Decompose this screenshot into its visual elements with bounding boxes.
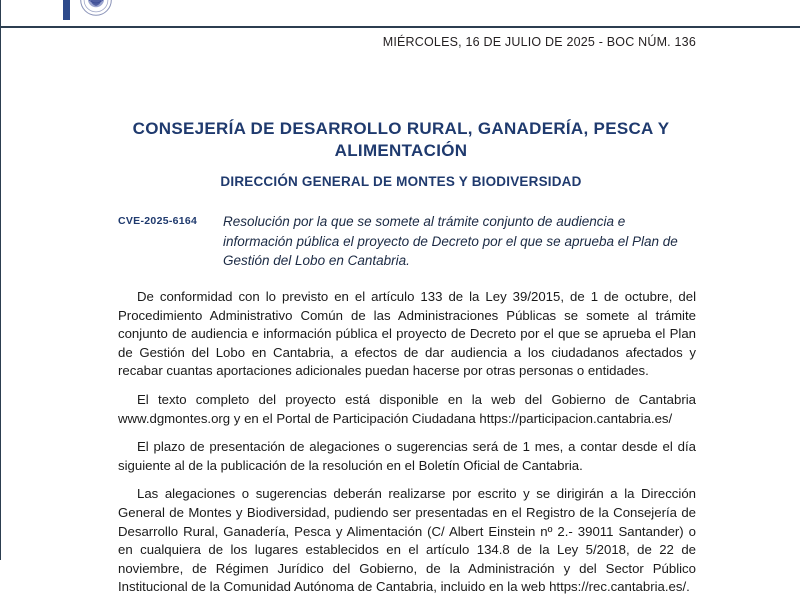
cve-code: CVE-2025-6164 [118, 215, 198, 227]
running-head-date: MIÉRCOLES, 16 DE JULIO DE 2025 - BOC NÚM. 136 [382, 35, 696, 49]
body-paragraph: Las alegaciones o sugerencias deberán realizarse por escrito y se dirigirán a la Dirección General de Montes y Biodiversidad, pudiendo ser presentadas en el Registro de la Consejería de Desarrollo Rural, Ganadería, Pesca y Alimentación (C/ Albert Einstein nº 2.- 39011 Santander) o en cualquiera de los lugares establecidos en el artículo 134.8 de la Ley 5/2018, de 22 de noviembre, de Régimen Jurídico del Gobierno, de la Administración y del Sector Público Institucional de la Comunidad Autónoma de Cantabria, incluido en la web https://rec.cantabria.es/. [118, 486, 696, 595]
document-body [118, 288, 696, 597]
page-title-organization: CONSEJERÍA DE DESARROLLO RURAL, GANADERÍA, PESCA Y ALIMENTACIÓN [132, 119, 670, 160]
body-paragraph: El plazo de presentación de alegaciones o sugerencias será de 1 mes, a contar desde el día siguiente al de la publicación de la resolución en el Boletín Oficial de Cantabria. [118, 439, 696, 473]
body-paragraph: De conformidad con lo previsto en el artículo 133 de la Ley 39/2015, de 1 de octubre, del Procedimiento Administrativo Común de las Administraciones Públicas se somete al trámite conjunto de audiencia e información pública el proyecto de Decreto por el que se aprueba el Plan de Gestión del Lobo en Cantabria, a efectos de dar audiencia a los ciudadanos afectados y recabar cuantas aportaciones adicionales puedan hacerse por otras personas o entidades. [118, 289, 696, 379]
government-seal-icon [79, 0, 113, 17]
masthead [1, 0, 800, 26]
body-paragraph: El texto completo del proyecto está disponible en la web del Gobierno de Cantabria www.dgmontes.org y en el Portal de Participación Ciudadana https://participacion.cantabria.es/ [118, 391, 696, 426]
entry-header [118, 212, 696, 271]
vertical-bar-logo-icon [63, 0, 70, 20]
page-subtitle-department: DIRECCIÓN GENERAL DE MONTES Y BIODIVERSIDAD [220, 174, 582, 189]
resolution-title: Resolución por la que se somete al trámite conjunto de audiencia e información pública el proyecto de Decreto por el que se aprueba el Plan de Gestión del Lobo en Cantabria. [223, 214, 678, 268]
masthead-rule [1, 26, 800, 28]
